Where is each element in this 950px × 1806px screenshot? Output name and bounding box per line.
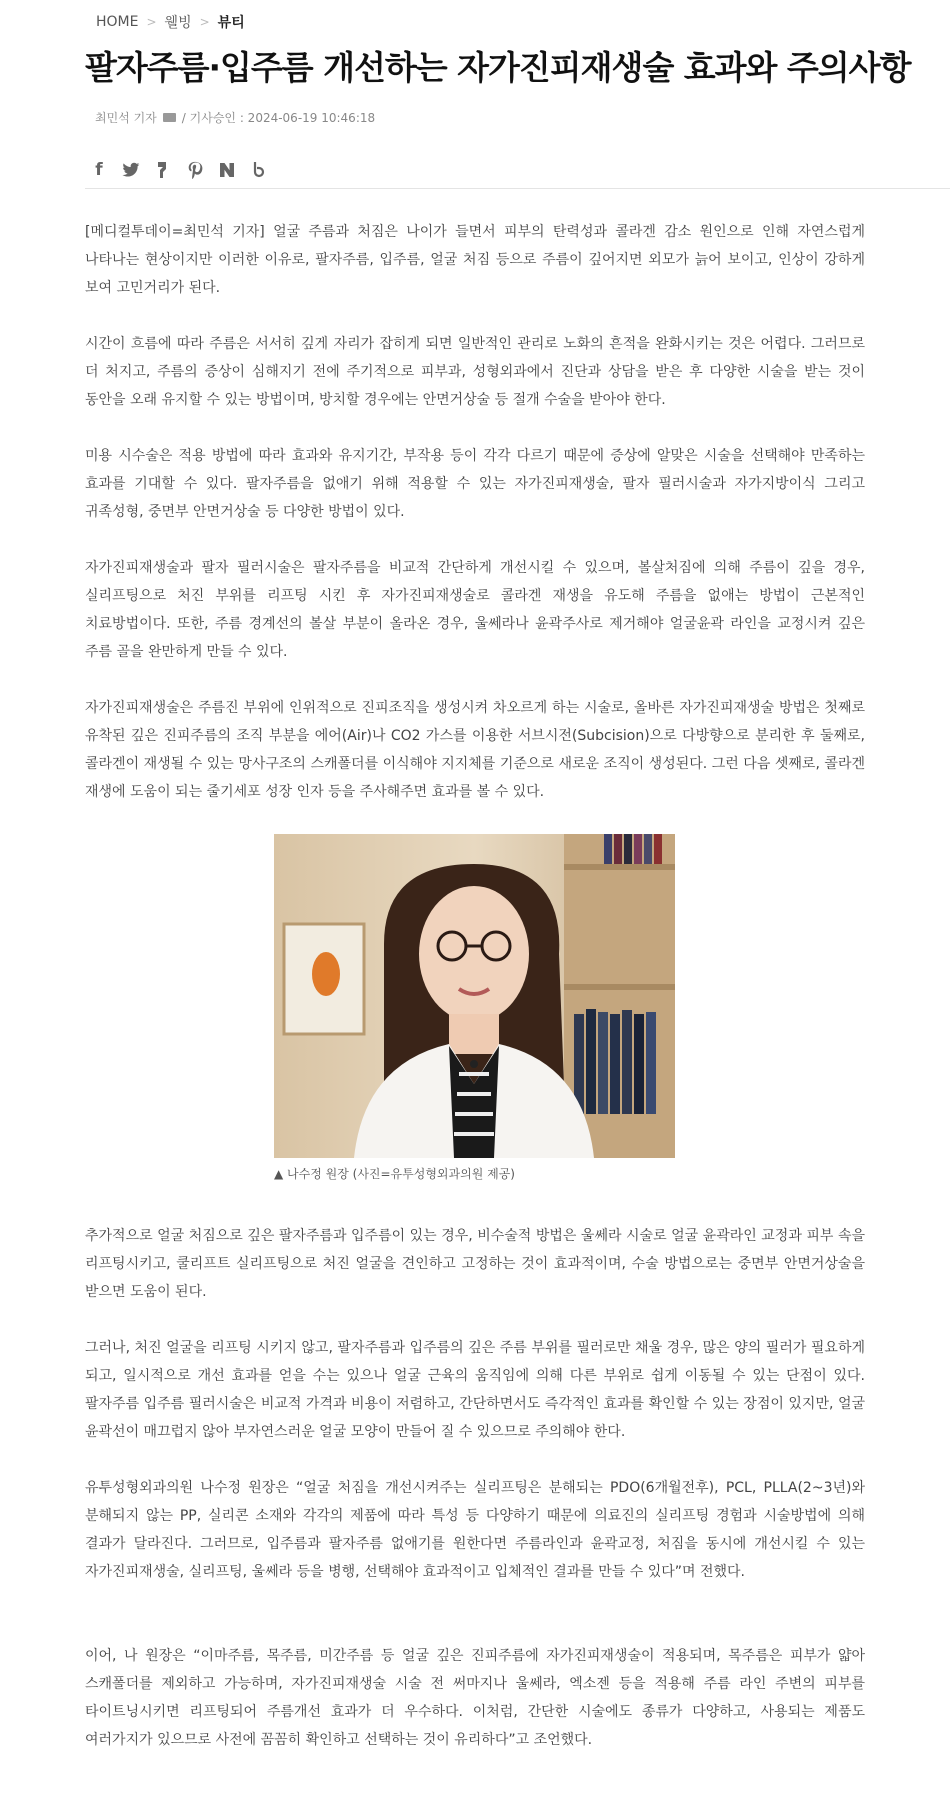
article-paragraph-4: 자가진피재생술과 팔자 필러시술은 팔자주름을 비교적 간단하게 개선시킬 수 있으며, 볼살처짐에 의해 주름이 깊을 경우, 실리프팅으로 처진 부위를 리프팅 시킨 후 자가진피재생술로 콜라겐 재생을 유도해 주름을 없애는 방법이 근본적인 치료방법이다. 또한, 주름 경계선의 볼살 부분이 올라온 경우, 울쎄라나 윤곽주사로 제거해야 얼굴윤곽 라인을 교정시켜 깊은 주름 골을 완만하게 만들 수 있다. <box>85 560 865 660</box>
breadcrumb-home[interactable]: HOME <box>96 14 139 30</box>
article-paragraph-2: 시간이 흐름에 따라 주름은 서서히 깊게 자리가 잡히게 되면 일반적인 관리로 노화의 흔적을 완화시키는 것은 어렵다. 그러므로 더 처지고, 주름의 증상이 심해지기 전에 주기적으로 피부과, 성형외과에서 진단과 상담을 받은 후 다양한 시술을 받는 것이 동안을 오래 유지할 수 있는 방법이며, 방치할 경우에는 안면거상술 등 절개 수술을 받아야 한다. <box>85 336 865 408</box>
article-paragraph-9: 이어, 나 원장은 “이마주름, 목주름, 미간주름 등 얼굴 깊은 진피주름에 자가진피재생술이 적용되며, 목주름은 피부가 얇아 스캐폴더를 제외하고 가능하며, 자가진피재생술 시술 전 써마지나 울쎄라, 엑소젠 등을 적용해 주름 라인 주변의 피부를 타이트닝시키면 리프팅되어 주름개선 효과가 더 우수하다. 이처럼, 간단한 시술에도 종류가 다양하고, 사용되는 제품도 여러가지가 있으므로 사전에 꼼꼼히 확인하고 선택하는 것이 유리하다”고 조언했다. <box>85 1648 865 1748</box>
mail-icon[interactable] <box>163 113 176 122</box>
author-name[interactable]: 최민석 기자 <box>95 111 157 125</box>
article-paragraph-1: [메디컬투데이=최민석 기자] 얼굴 주름과 처짐은 나이가 들면서 피부의 탄력성과 콜라겐 감소 원인으로 인해 자연스럽게 나타나는 현상이지만 이러한 이유로, 팔자주름, 입주름, 얼굴 처짐 등으로 주름이 깊어지면 외모가 늙어 보이고, 인상이 강하게 보여 고민거리가 된다. <box>85 224 865 296</box>
approved-date: / 기사승인 : 2024-06-19 10:46:18 <box>181 111 376 125</box>
doctor-photo <box>274 834 675 1158</box>
photo-caption: ▲ 나수정 원장 (사진=유투성형외과의원 제공) <box>274 1167 515 1181</box>
article-meta <box>95 109 375 126</box>
article-title: 팔자주름·입주름 개선하는 자가진피재생술 효과와 주의사항 <box>85 48 911 87</box>
article-paragraph-5: 자가진피재생술은 주름진 부위에 인위적으로 진피조직을 생성시켜 차오르게 하는 시술로, 올바른 자가진피재생술 방법은 첫째로 유착된 깊은 진피주름의 조직 부분을 에어(Air)나 CO2 가스를 이용한 서브시전(Subcision)으로 다방향으로 분리한 후 둘째로, 콜라겐이 재생될 수 있는 망사구조의 스캐폴더를 이식해야 지지체를 기준으로 새로운 조직이 생성된다. 그런 다음 셋째로, 콜라겐 재생에 도움이 되는 줄기세포 성장 인자 등을 주사해주면 효과를 볼 수 있다. <box>85 700 865 800</box>
chevron-right-icon: > <box>199 15 210 29</box>
share-bar <box>90 160 268 180</box>
facebook-icon[interactable]: f <box>95 160 103 180</box>
band-icon[interactable] <box>250 160 268 180</box>
kakao-story-icon[interactable] <box>154 160 172 180</box>
pinterest-icon[interactable] <box>186 160 204 180</box>
article-paragraph-3: 미용 시수술은 적용 방법에 따라 효과와 유지기간, 부작용 등이 각각 다르기 때문에 증상에 알맞은 시술을 선택해야 만족하는 효과를 기대할 수 있다. 팔자주름을 없애기 위해 적용할 수 있는 자가진피재생술, 팔자 필러시술과 자가지방이식 그리고 귀족성형, 중면부 안면거상술 등 다양한 방법이 있다. <box>85 448 865 520</box>
article-paragraph-8: 유투성형외과의원 나수정 원장은 “얼굴 처짐을 개선시켜주는 실리프팅은 분해되는 PDO(6개월전후), PCL, PLLA(2~3년)와 분해되지 않는 PP, 실리콘 소재와 각각의 제품에 따라 특성 등 다양하기 때문에 의료진의 실리프팅 경험과 시술방법에 의해 결과가 달라진다. 그러므로, 입주름과 팔자주름 없애기를 원한다면 주름라인과 윤곽교정, 처짐을 동시에 개선시킬 수 있는 자가진피재생술, 실리프팅, 울쎄라 등을 병행, 선택해야 효과적이고 입체적인 결과를 만들 수 있다”며 전했다. <box>85 1480 865 1580</box>
article-paragraph-6: 추가적으로 얼굴 처짐으로 깊은 팔자주름과 입주름이 있는 경우, 비수술적 방법은 울쎄라 시술로 얼굴 윤곽라인 교정과 피부 속을 리프팅시키고, 쿨리프트 실리프팅으로 처진 얼굴을 견인하고 고정하는 것이 효과적이며, 수술 방법으로는 중면부 안면거상술을 받으면 도움이 된다. <box>85 1228 865 1300</box>
chevron-right-icon: > <box>146 15 157 29</box>
breadcrumb-section[interactable]: 웰빙 <box>164 15 192 31</box>
naver-icon[interactable] <box>218 160 236 180</box>
twitter-icon[interactable] <box>122 160 140 180</box>
breadcrumb-current[interactable]: 뷰티 <box>217 15 245 31</box>
article-paragraph-7: 그러나, 처진 얼굴을 리프팅 시키지 않고, 팔자주름과 입주름의 깊은 주름 부위를 필러로만 채울 경우, 많은 양의 필러가 필요하게 되고, 일시적으로 개선 효과를 얻을 수는 있으나 얼굴 근육의 움직임에 의해 다른 부위로 쉽게 이동될 수 있는 단점이 있다. 팔자주름 입주름 필러시술은 비교적 가격과 비용이 저렴하고, 간단하면서도 즉각적인 효과를 확인할 수 있는 장점이 있지만, 얼굴 윤곽선이 매끄럽지 않아 부자연스러운 얼굴 모양이 만들어 질 수 있으므로 주의해야 한다. <box>85 1340 865 1440</box>
divider <box>85 188 950 189</box>
breadcrumb <box>96 12 245 32</box>
